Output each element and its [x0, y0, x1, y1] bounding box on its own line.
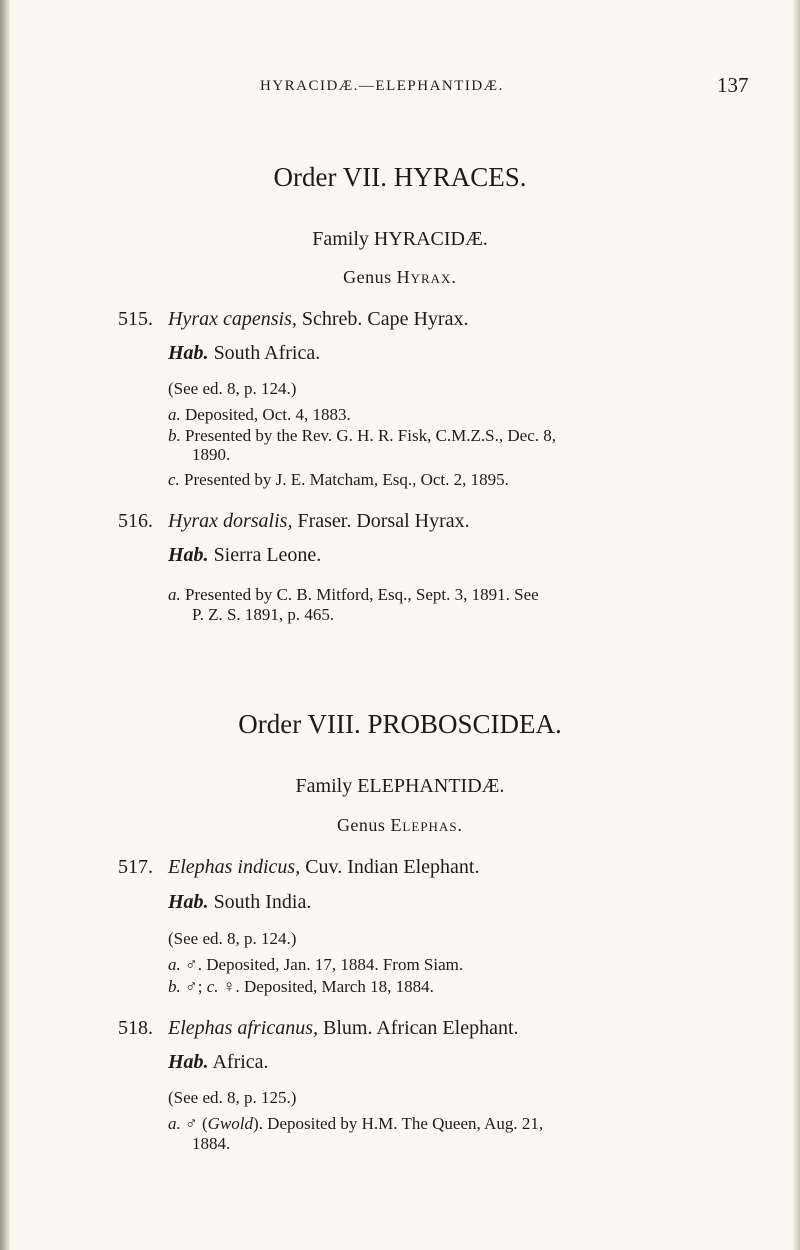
scientific-name: Hyrax dorsalis, [168, 510, 293, 532]
species-author: Cuv. Indian Elephant. [300, 856, 480, 878]
habitat-text: South Africa. [208, 342, 321, 364]
genus-name: Elephas. [390, 815, 464, 835]
species-heading [168, 1017, 519, 1040]
habitat-text: Sierra Leone. [208, 544, 322, 566]
specimen-text: ♂; [180, 977, 207, 996]
specimen-letter: a. [168, 405, 181, 424]
running-head: HYRACIDÆ.—ELEPHANTIDÆ. [260, 78, 504, 94]
genus-title [0, 815, 800, 836]
specimen-line [168, 470, 509, 490]
genus-title [0, 267, 800, 288]
specimen-text: ♂ ( [180, 1114, 208, 1133]
reference: (See ed. 8, p. 125.) [168, 1088, 297, 1107]
specimen-continuation: 1884. [192, 1134, 231, 1153]
specimen-text: ♂. Deposited, Jan. 17, 1884. From Siam. [180, 955, 464, 974]
habitat-line [168, 1051, 269, 1074]
scientific-name: Hyrax capensis, [168, 308, 297, 330]
entry-number: 518. [118, 1017, 153, 1039]
reference: (See ed. 8, p. 124.) [168, 929, 297, 948]
species-heading [168, 856, 479, 879]
habitat-text: South India. [208, 891, 312, 913]
specimen-italic-name: Gwold [207, 1114, 254, 1133]
genus-prefix: Genus [343, 267, 397, 287]
habitat-line [168, 544, 321, 567]
habitat-label: Hab. [168, 891, 209, 913]
entry-number: 515. [118, 308, 153, 330]
specimen-line [168, 585, 539, 605]
entry-number: 517. [118, 856, 153, 878]
species-author: Schreb. Cape Hyrax. [296, 308, 469, 330]
specimen-line [168, 1114, 543, 1134]
specimen-letter: a. [168, 1114, 181, 1133]
specimen-line [168, 955, 463, 975]
species-author: Blum. African Elephant. [318, 1017, 519, 1039]
specimen-letter: c. [168, 470, 180, 489]
specimen-line [168, 977, 434, 997]
specimen-text: Presented by the Rev. G. H. R. Fisk, C.M.Z.S., Dec. 8, [180, 426, 556, 445]
page-number: 137 [717, 73, 749, 97]
family-title: Family HYRACIDÆ. [312, 228, 488, 250]
specimen-text: ). Deposited by H.M. The Queen, Aug. 21, [253, 1114, 544, 1133]
specimen-letter: b. [168, 977, 181, 996]
species-heading [168, 308, 468, 331]
specimen-letter: a. [168, 585, 181, 604]
habitat-line [168, 891, 311, 914]
specimen-text: ♀. Deposited, March 18, 1884. [218, 977, 434, 996]
habitat-label: Hab. [168, 1051, 209, 1073]
specimen-letter: a. [168, 955, 181, 974]
specimen-letter: b. [168, 426, 181, 445]
habitat-line [168, 342, 320, 365]
specimen-continuation: P. Z. S. 1891, p. 465. [192, 605, 335, 624]
specimen-text: Deposited, Oct. 4, 1883. [180, 405, 351, 424]
specimen-continuation: 1890. [192, 445, 231, 464]
order-title: Order VIII. PROBOSCIDEA. [238, 709, 562, 739]
specimen-line [168, 426, 556, 446]
habitat-label: Hab. [168, 342, 209, 364]
specimen-text: Presented by C. B. Mitford, Esq., Sept. 3, 1891. See [180, 585, 539, 604]
family-title: Family ELEPHANTIDÆ. [295, 775, 505, 797]
habitat-label: Hab. [168, 544, 209, 566]
scientific-name: Elephas africanus, [168, 1017, 318, 1039]
genus-name: Hyrax. [396, 267, 457, 287]
order-title: Order VII. HYRACES. [273, 162, 527, 192]
genus-prefix: Genus [336, 815, 391, 835]
specimen-line [168, 405, 351, 425]
specimen-text: Presented by J. E. Matcham, Esq., Oct. 2, 1895. [179, 470, 509, 489]
specimen-letter: c. [206, 977, 219, 996]
habitat-text: Africa. [208, 1051, 269, 1073]
entry-number: 516. [118, 510, 153, 532]
species-author: Fraser. Dorsal Hyrax. [292, 510, 470, 532]
scientific-name: Elephas indicus, [168, 856, 301, 878]
reference: (See ed. 8, p. 124.) [168, 379, 297, 398]
species-heading [168, 510, 470, 533]
